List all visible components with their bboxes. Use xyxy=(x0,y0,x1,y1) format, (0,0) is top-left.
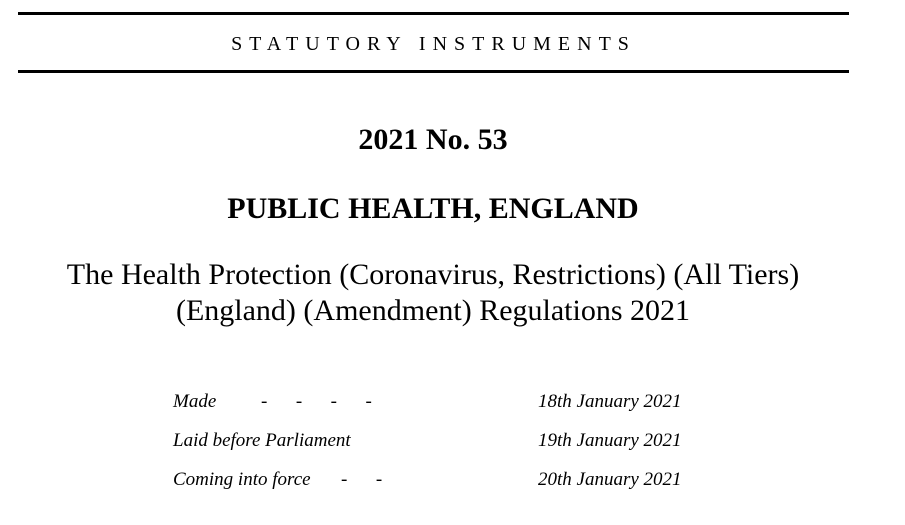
date-row-laid xyxy=(173,427,733,466)
instrument-title xyxy=(0,257,866,329)
date-value-made: 18th January 2021 xyxy=(538,391,682,412)
instrument-subject: PUBLIC HEALTH, ENGLAND xyxy=(227,192,639,225)
statutory-instruments-banner: STATUTORY INSTRUMENTS xyxy=(231,33,636,55)
bottom-rule xyxy=(18,70,849,73)
date-label-coming-into-force: Coming into force xyxy=(173,469,311,490)
date-value-laid: 19th January 2021 xyxy=(538,430,682,451)
top-rule xyxy=(18,12,849,15)
dates-table xyxy=(173,388,733,505)
date-row-coming-into-force xyxy=(173,466,733,505)
date-leader-made: - - - - xyxy=(261,391,372,412)
date-label-laid: Laid before Parliament xyxy=(173,430,351,451)
instrument-title-line-1: The Health Protection (Coronavirus, Restrictions) (All Tiers) xyxy=(66,258,800,291)
date-label-made: Made xyxy=(173,391,217,412)
date-leader-coming-into-force: - - xyxy=(341,469,383,490)
date-value-coming-into-force: 20th January 2021 xyxy=(538,469,682,490)
instrument-number: 2021 No. 53 xyxy=(358,123,508,156)
date-row-made xyxy=(173,388,733,427)
instrument-title-line-2: (England) (Amendment) Regulations 2021 xyxy=(175,294,691,327)
